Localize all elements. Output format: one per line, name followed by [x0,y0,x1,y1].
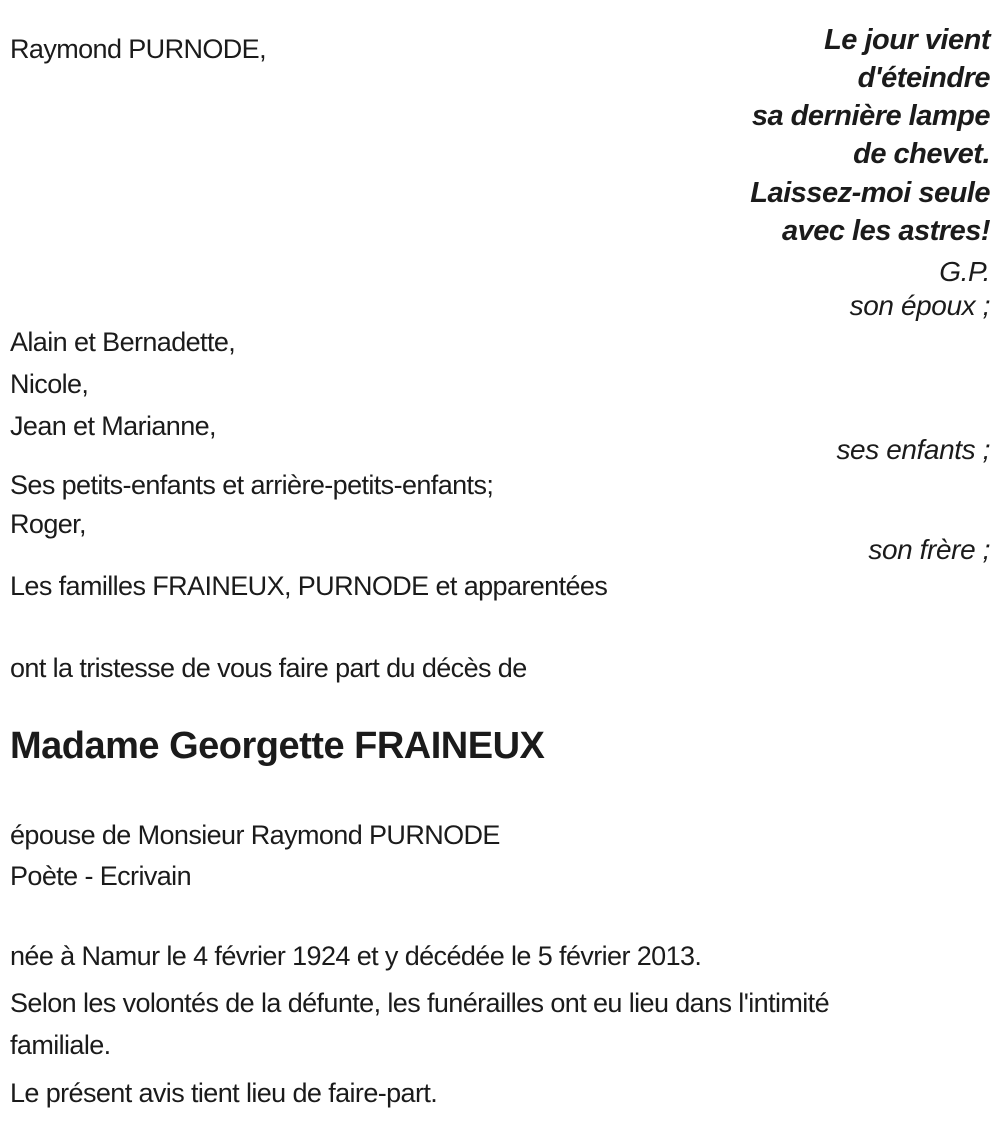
birth-death-line: née à Namur le 4 février 1924 et y décédée le 5 février 2013. [10,941,702,971]
child-name-1: Alain et Bernadette, [10,327,236,357]
child-name-2: Nicole, [10,369,89,399]
closing-line: Le présent avis tient lieu de faire-part. [10,1078,438,1108]
deceased-spouse-line: épouse de Monsieur Raymond PURNODE [10,820,500,850]
funeral-line-2: familiale. [10,1030,111,1060]
child-name-3: Jean et Marianne, [10,411,216,441]
spouse-name: Raymond PURNODE, [10,34,266,64]
funeral-line-1: Selon les volontés de la défunte, les funérailles ont eu lieu dans l'intimité [10,988,829,1018]
poem-line-2: d'éteindre [857,62,990,94]
poem-line-6: avec les astres! [781,215,990,247]
announcement-intro: ont la tristesse de vous faire part du décès de [10,653,527,683]
poem-line-1: Le jour vient [824,24,990,56]
brother-name: Roger, [10,509,86,539]
relation-spouse: son époux ; [849,290,990,321]
poem-line-3: sa dernière lampe [751,100,990,132]
deceased-name: Madame Georgette FRAINEUX [10,725,545,767]
poem-attribution: G.P. [939,256,990,287]
relation-children: ses enfants ; [836,434,990,465]
families-line: Les familles FRAINEUX, PURNODE et apparentées [10,571,608,601]
grandchildren-line: Ses petits-enfants et arrière-petits-enfants; [10,470,494,500]
poem-line-4: de chevet. [853,138,990,170]
poem-line-5: Laissez-moi seule [750,177,990,209]
relation-brother: son frère ; [868,534,990,565]
profession-line: Poète - Ecrivain [10,861,191,891]
